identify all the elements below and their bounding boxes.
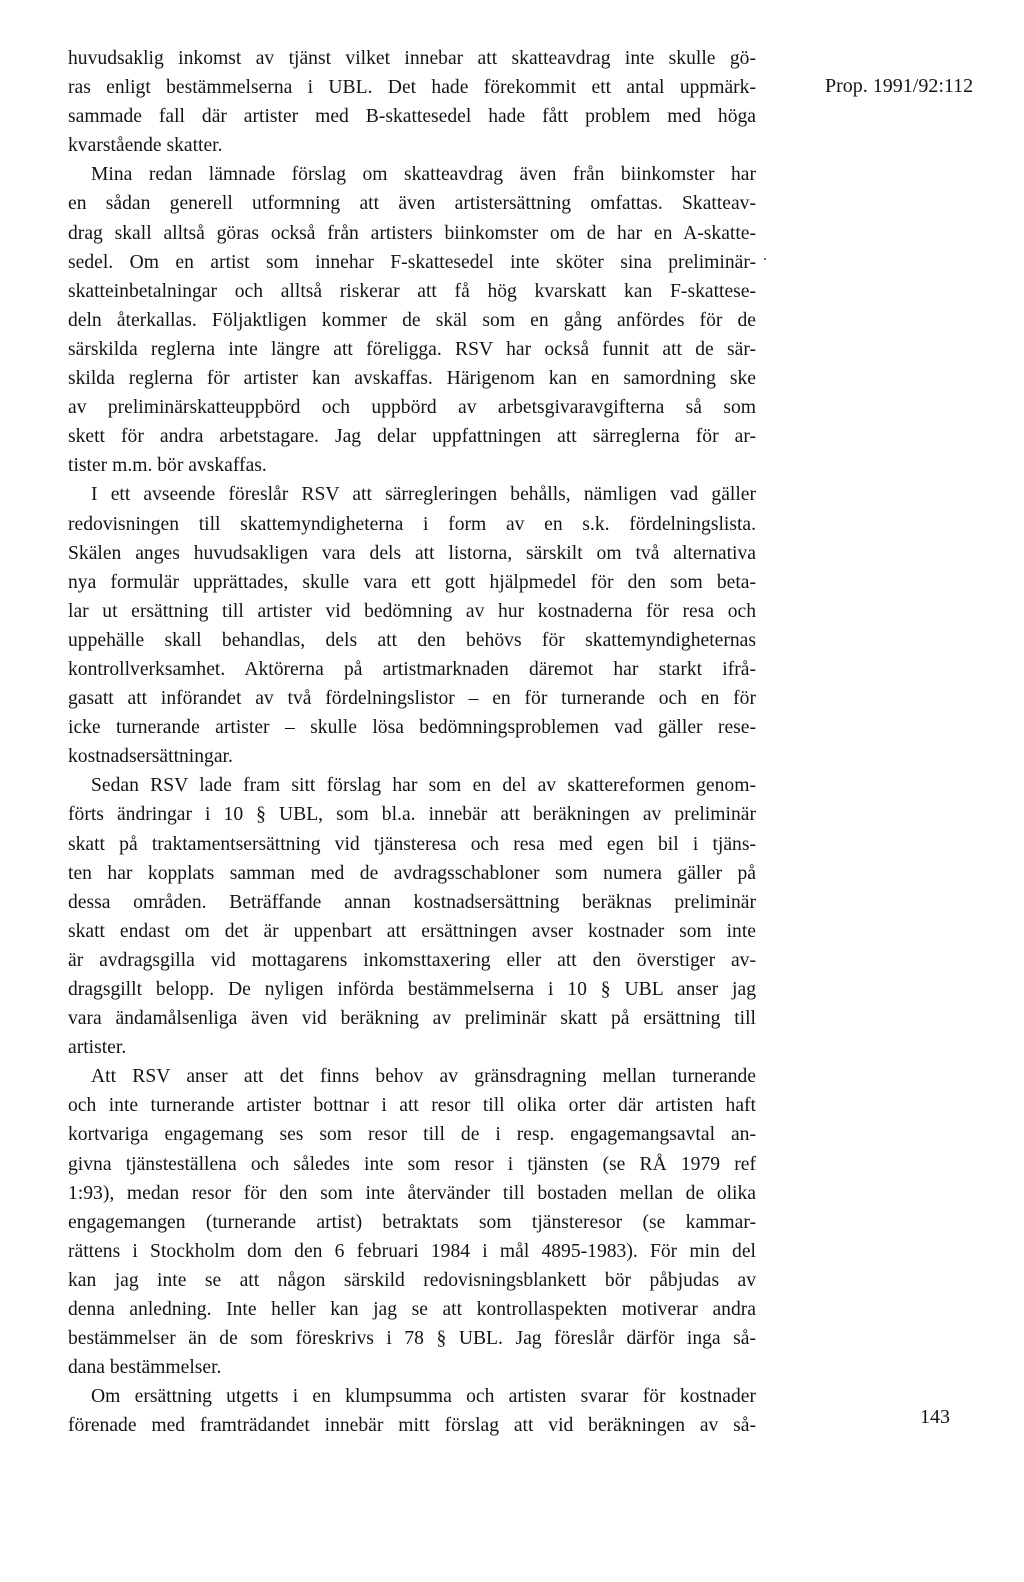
- scan-speck: [764, 258, 766, 260]
- text-line: sammade fall där artister med B-skattesedel hade fått problem med höga: [68, 106, 756, 128]
- text-line: Om ersättning utgetts i en klumpsumma och artisten svarar för kostnader: [91, 1386, 756, 1408]
- text-line: icke turnerande artister – skulle lösa bedömningsproblemen vad gäller rese-: [68, 717, 756, 739]
- text-line: skatt på traktamentsersättning vid tjänsteresa och resa med egen bil i tjäns-: [68, 833, 756, 855]
- text-line: och inte turnerande artister bottnar i att resor till olika orter där artisten haft: [68, 1095, 756, 1117]
- text-line: sedel. Om en artist som innehar F-skattesedel inte sköter sina preliminär-: [68, 251, 756, 273]
- text-line: givna tjänsteställena och således inte som resor i tjänsten (se RÅ 1979 ref: [68, 1153, 756, 1175]
- text-line: särskilda reglerna inte längre att föreligga. RSV har också funnit att de sär-: [68, 338, 756, 360]
- text-line: skatt endast om det är uppenbart att ersättningen avser kostnader som inte: [68, 920, 756, 942]
- text-line: redovisningen till skattemyndigheterna i form av en s.k. fördelningslista.: [68, 513, 756, 535]
- text-line: är avdragsgilla vid mottagarens inkomsttaxering eller att den överstiger av-: [68, 949, 756, 971]
- text-line: drag skall alltså göras också från artisters biinkomster om de har en A-skatte-: [68, 222, 756, 244]
- text-line: dragsgillt belopp. De nyligen införda bestämmelserna i 10 § UBL anser jag: [68, 979, 756, 1000]
- text-line: dessa områden. Beträffande annan kostnadsersättning beräknas preliminär: [68, 891, 756, 913]
- text-line: deln återkallas. Följaktligen kommer de skäl som en gång anfördes för de: [68, 309, 756, 331]
- text-line: nya formulär upprättades, skulle vara ett gott hjälpmedel för den som beta-: [68, 571, 756, 593]
- text-line: denna anledning. Inte heller kan jag se att kontrollaspekten motiverar andra: [68, 1299, 756, 1321]
- text-line: Att RSV anser att det finns behov av gränsdragning mellan turnerande: [91, 1066, 756, 1088]
- text-line: tister m.m. bör avskaffas.: [68, 455, 267, 477]
- page-number: 143: [920, 1406, 950, 1428]
- text-line: Mina redan lämnade förslag om skatteavdrag även från biinkomster har: [91, 164, 756, 186]
- text-line: skett för andra arbetstagare. Jag delar uppfattningen att särreglerna för ar-: [68, 426, 756, 448]
- text-line: en sådan generell utformning att även artistersättning omfattas. Skatteav-: [68, 193, 756, 215]
- text-line: artister.: [68, 1037, 127, 1059]
- text-line: Skälen anges huvudsakligen vara dels att listorna, särskilt om två alternativa: [68, 542, 756, 564]
- text-line: bestämmelser än de som föreskrivs i 78 § UBL. Jag föreslår därför inga så-: [68, 1328, 756, 1350]
- text-line: gasatt att införandet av två fördelningslistor – en för turnerande och en för: [68, 688, 756, 710]
- text-line: förenade med framträdandet innebär mitt förslag att vid beräkningen av så-: [68, 1415, 756, 1437]
- text-line: huvudsaklig inkomst av tjänst vilket innebar att skatteavdrag inte skulle gö-: [68, 48, 756, 69]
- text-line: dana bestämmelser.: [68, 1357, 222, 1379]
- text-line: kvarstående skatter.: [68, 135, 223, 157]
- text-line: förts ändringar i 10 § UBL, som bl.a. innebär att beräkningen av preliminär: [68, 804, 756, 826]
- text-line: skilda reglerna för artister kan avskaffas. Härigenom kan en samordning ske: [68, 368, 756, 390]
- text-line: ten har kopplats samman med de avdragsschabloner som numera gäller på: [68, 862, 756, 884]
- text-line: rättens i Stockholm dom den 6 februari 1984 i mål 4895-1983). För min del: [68, 1240, 756, 1262]
- text-line: ras enligt bestämmelserna i UBL. Det hade förekommit ett antal uppmärk-: [68, 77, 756, 99]
- text-line: kan jag inte se att någon särskild redovisningsblankett bör påbjudas av: [68, 1269, 756, 1291]
- text-line: I ett avseende föreslår RSV att särregleringen behålls, nämligen vad gäller: [91, 484, 756, 506]
- text-line: kostnadsersättningar.: [68, 746, 233, 768]
- text-line: 1:93), medan resor för den som inte återvänder till bostaden mellan de olika: [68, 1182, 756, 1204]
- body-text: [68, 44, 756, 1441]
- text-line: engagemangen (turnerande artist) betraktats som tjänsteresor (se kammar-: [68, 1211, 756, 1233]
- text-line: skatteinbetalningar och alltså riskerar att få hög kvarskatt kan F-skattese-: [68, 280, 756, 302]
- text-line: lar ut ersättning till artister vid bedömning av hur kostnaderna för resa och: [68, 600, 756, 622]
- text-line: Sedan RSV lade fram sitt förslag har som en del av skattereformen genom-: [91, 775, 756, 797]
- text-line: uppehälle skall behandlas, dels att den behövs för skattemyndigheternas: [68, 629, 756, 651]
- text-line: kortvariga engagemang ses som resor till de i resp. engagemangsavtal an-: [68, 1124, 756, 1146]
- text-line: vara ändamålsenliga även vid beräkning av preliminär skatt på ersättning till: [68, 1008, 756, 1030]
- publication-reference: Prop. 1991/92:112: [825, 75, 974, 97]
- text-line: av preliminärskatteuppbörd och uppbörd av arbetsgivaravgifterna så som: [68, 397, 756, 419]
- text-line: kontrollverksamhet. Aktörerna på artistmarknaden däremot har starkt ifrå-: [68, 658, 756, 680]
